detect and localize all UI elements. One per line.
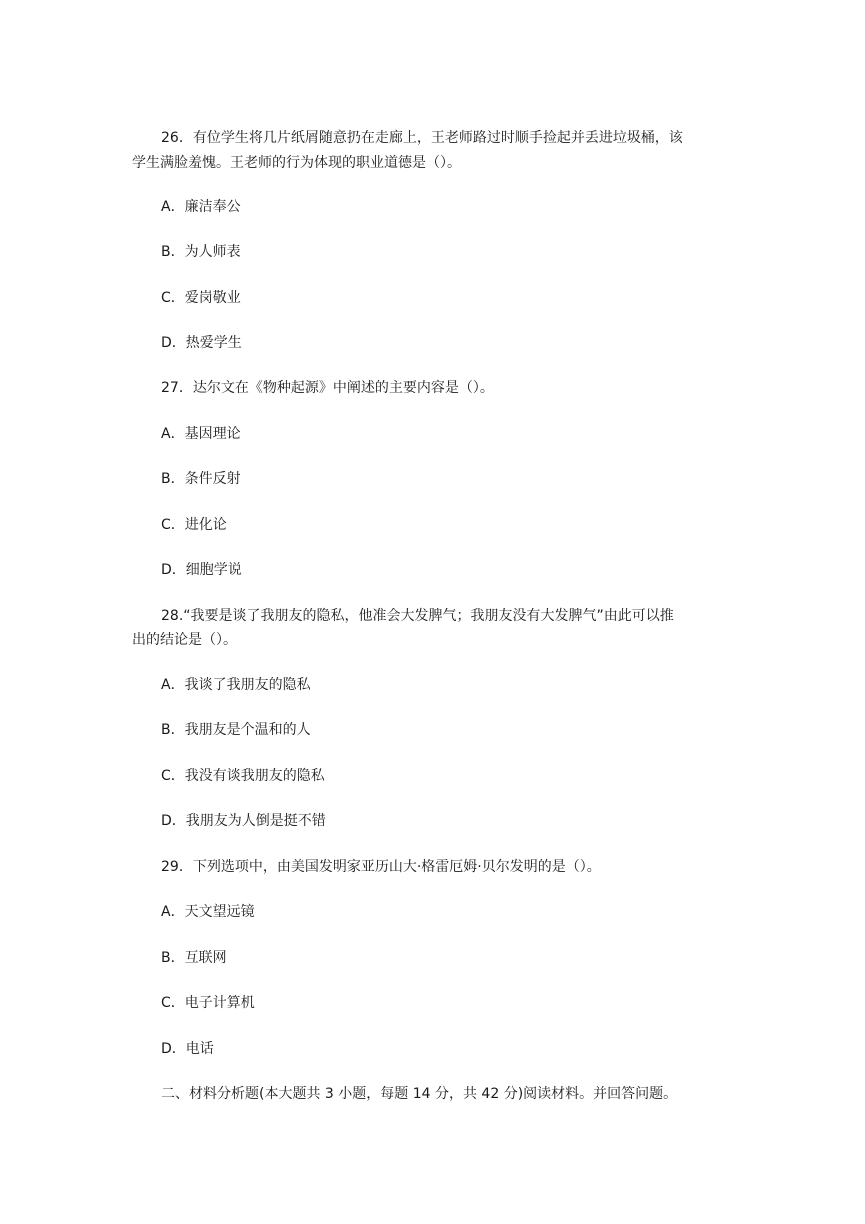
question-28-option-c: C．我没有谈我朋友的隐私 (161, 768, 325, 784)
question-29-option-c: C．电子计算机 (161, 995, 255, 1011)
question-26-stem-line2: 学生满脸羞愧。王老师的行为体现的职业道德是（）。 (132, 155, 461, 171)
question-28-option-b: B．我朋友是个温和的人 (161, 722, 311, 738)
question-28-option-d: D．我朋友为人倒是挺不错 (161, 813, 326, 829)
section-heading: 二、材料分析题(本大题共 3 小题，每题 14 分，共 42 分)阅读材料。并回答问题。 (161, 1086, 678, 1102)
question-27-option-d: D．细胞学说 (161, 562, 242, 578)
question-28-stem-line1: 28.“我要是谈了我朋友的隐私，他准会大发脾气；我朋友没有大发脾气”由此可以推 (161, 608, 674, 624)
question-27-option-b: B．条件反射 (161, 471, 241, 487)
question-26-option-d: D．热爱学生 (161, 335, 242, 351)
question-27-option-a: A．基因理论 (161, 426, 241, 442)
question-26-option-b: B．为人师表 (161, 244, 241, 260)
question-28-option-a: A．我谈了我朋友的隐私 (161, 677, 311, 693)
question-29-stem: 29．下列选项中，由美国发明家亚历山大·格雷厄姆·贝尔发明的是（）。 (161, 859, 601, 875)
question-26-option-c: C．爱岗敬业 (161, 290, 241, 306)
question-29-option-a: A．天文望远镜 (161, 904, 255, 920)
question-26-stem-line1: 26．有位学生将几片纸屑随意扔在走廊上，王老师路过时顺手捡起并丢进垃圾桶，该 (161, 130, 683, 146)
question-29-option-d: D．电话 (161, 1041, 214, 1057)
question-27-stem: 27．达尔文在《物种起源》中阐述的主要内容是（）。 (161, 380, 494, 396)
question-26-option-a: A．廉洁奉公 (161, 199, 241, 215)
question-27-option-c: C．进化论 (161, 517, 227, 533)
question-28-stem-line2: 出的结论是（）。 (132, 632, 237, 648)
question-29-option-b: B．互联网 (161, 950, 227, 966)
